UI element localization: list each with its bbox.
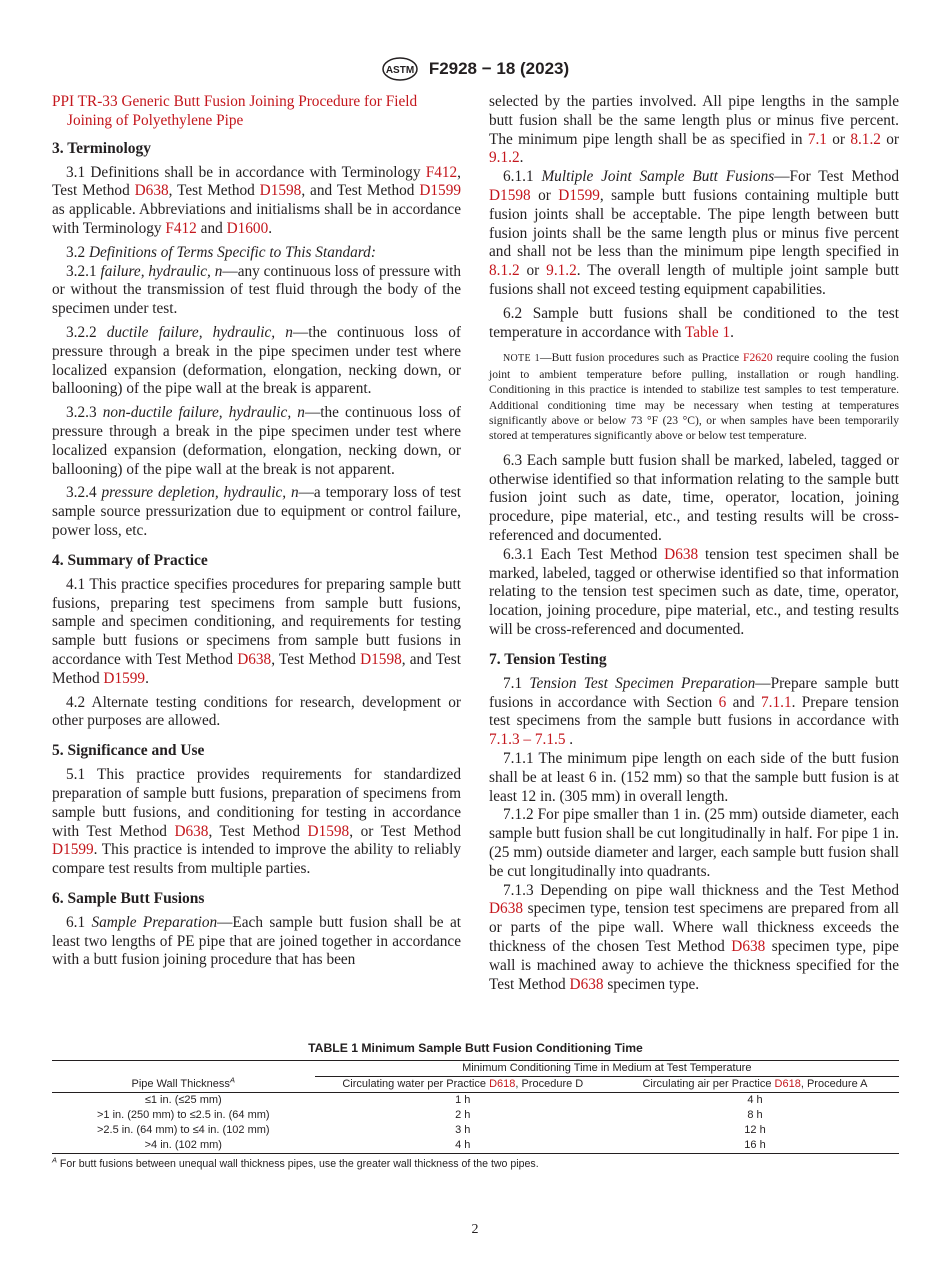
water-time-cell: 2 h <box>455 1109 471 1121</box>
link-7-1[interactable]: 7.1 <box>807 130 827 148</box>
air-time-cell: 8 h <box>747 1109 763 1121</box>
air-time-cell: 16 h <box>744 1139 766 1151</box>
section-4-heading: 4. Summary of Practice <box>52 551 208 569</box>
link-d1598[interactable]: D1598 <box>489 186 531 204</box>
water-time-cell: 1 h <box>455 1094 471 1106</box>
link-d638[interactable]: D638 <box>134 182 169 200</box>
paragraph-6-3-1: 6.3.1 Each Test Method D638 tension test specimen shall be marked, labeled, tagged or otherwise identified so that information relating to the tension test specimen such as date, time, operator, location, joining procedure, pipe material, etc., and testing results will be cross-referenced and documented. <box>489 545 899 638</box>
section-6-heading: 6. Sample Butt Fusions <box>52 889 205 907</box>
paragraph-3-1: 3.1 Definitions shall be in accordance with Terminology F412, Test Method D638, Test Method D1598, and Test Method D1599 as applicable. Abbreviations and initialisms shall be in accordance with Terminology F412 and D1600. <box>52 163 461 237</box>
link-7-1-1[interactable]: 7.1.1 <box>761 693 792 711</box>
paragraph-4-1: 4.1 This practice specifies procedures for preparing sample butt fusions, preparing test specimens from sample butt fusions, sample and specimen conditioning, and requirements for testing sample butt fusions or specimens from sample butt fusions in accordance with Test Method D638, Test Method D1598, and Test Method D1599. <box>52 575 461 687</box>
link-d1599[interactable]: D1599 <box>103 669 146 687</box>
table-1-caption: TABLE 1 Minimum Sample Butt Fusion Conditioning Time <box>308 1041 643 1055</box>
air-time-cell: 4 h <box>747 1094 763 1106</box>
table-1-block <box>52 1041 899 1170</box>
circulating-water-header: Circulating water per Practice D618, Procedure D <box>342 1078 584 1090</box>
left-column <box>52 93 461 970</box>
link-d1598[interactable]: D1598 <box>307 822 350 840</box>
paragraph-3-2-1: 3.2.1 failure, hydraulic, n—any continuous loss of pressure with or without the transmission of test fluid through the body of the specimen under test. <box>52 262 462 318</box>
link-8-1-2[interactable]: 8.1.2 <box>489 262 520 280</box>
link-f412[interactable]: F412 <box>165 219 197 237</box>
paragraph-6-1-continued: selected by the parties involved. All pipe lengths in the sample butt fusion shall be the same length plus or minus five percent. The minimum pipe length shall be as specified in 7.1 or 8.1.2 or 9.1.2. <box>489 93 899 167</box>
paragraph-6-3: 6.3 Each sample butt fusion shall be marked, labeled, tagged or otherwise identified so that information relating to the sample butt fusion joint such as date, time, operator, location, joining procedure, pipe material, etc., and testing results will be cross-referenced and documented. <box>489 451 899 544</box>
thickness-cell: >1 in. (250 mm) to ≤2.5 in. (64 mm) <box>96 1109 270 1121</box>
page-number: 2 <box>471 1222 479 1237</box>
link-d638[interactable]: D638 <box>664 545 699 563</box>
note-1: NOTE 1—Butt fusion procedures such as Practice F2620 require cooling the fusion joint to ambient temperature before pulling, installation or rough handling. Conditioning in this practice is intended to stabilize test samples to test temperature. Additional conditioning time may be necessary when testing at temperatures significantly above or below 73 °F (23 °C), or when samples have been temporarily stored at temperatures significantly above or below test temperature. <box>489 351 899 443</box>
paragraph-4-2: 4.2 Alternate testing conditions for research, development or other purposes are allowed. <box>52 693 461 730</box>
paragraph-7-1-3: 7.1.3 Depending on pipe wall thickness and the Test Method D638 specimen type, tension test specimens are prepared from all or parts of the pipe wall. Where wall thickness exceeds the thickness of the chosen Test Method D638 specimen type, pipe wall is machined away to achieve the thickness specified for the Test Method D638 specimen type. <box>489 881 899 993</box>
circulating-air-header: Circulating air per Practice D618, Procedure A <box>642 1078 868 1090</box>
page-header <box>0 56 950 82</box>
table-footnote: $^A$ For butt fusions between unequal wall thickness pipes, use the greater wall thickness of the two pipes. <box>52 1155 539 1170</box>
table-row <box>52 1123 899 1138</box>
link-d638[interactable]: D638 <box>569 975 604 993</box>
link-d618[interactable]: D618 <box>489 1078 516 1090</box>
link-f2620[interactable]: F2620 <box>743 351 773 365</box>
section-7-heading: 7. Tension Testing <box>489 650 607 668</box>
link-d638[interactable]: D638 <box>489 900 523 918</box>
right-column <box>489 93 899 994</box>
link-d638[interactable]: D638 <box>237 650 272 668</box>
link-f412[interactable]: F412 <box>425 163 458 181</box>
paragraph-7-1-1: 7.1.1 The minimum pipe length on each side of the butt fusion shall be at least 6 in. (152 mm) so that the sample butt fusion is at least 12 in. (305 mm) in overall length. <box>489 749 899 805</box>
link-d1599[interactable]: D1599 <box>558 186 600 204</box>
paragraph-7-1-2: 7.1.2 For pipe smaller than 1 in. (25 mm) outside diameter, each sample butt fusion shall be cut longitudinally in half. For pipe 1 in. (25 mm) outside diameter and larger, each sample butt fusion shall be cut longitudinally into quadrants. <box>489 806 899 880</box>
link-7-1-3-to-7-1-5[interactable]: 7.1.3 – 7.1.5 <box>489 731 566 749</box>
empty-header-cell <box>52 1061 315 1077</box>
ref-code-link[interactable]: PPI TR-33 <box>52 93 118 110</box>
link-d638[interactable]: D638 <box>731 937 766 955</box>
thickness-cell: ≤1 in. (≤25 mm) <box>144 1094 222 1106</box>
table-row <box>52 1138 899 1154</box>
link-9-1-2[interactable]: 9.1.2 <box>546 262 577 280</box>
link-d1599[interactable]: D1599 <box>52 841 94 859</box>
table-row <box>52 1108 899 1123</box>
link-section-6[interactable]: 6 <box>718 693 727 711</box>
paragraph-6-1-1: 6.1.1 Multiple Joint Sample Butt Fusions—For Test Method D1598 or D1599, sample butt fusions containing multiple butt fusion joints shall be acceptable. The pipe length between butt fusion joints shall be the same length plus or minus five percent and shall not be less than the minimum pipe length specified in 8.1.2 or 9.1.2. The overall length of multiple joint sample butt fusions shall not exceed testing equipment capabilities. <box>489 168 899 298</box>
section-3-heading: 3. Terminology <box>52 139 152 157</box>
thickness-cell: >2.5 in. (64 mm) to ≤4 in. (102 mm) <box>96 1124 270 1136</box>
reference-ppi-tr33 <box>52 93 461 131</box>
link-8-1-2[interactable]: 8.1.2 <box>850 130 881 148</box>
paragraph-3-2-2: 3.2.2 ductile failure, hydraulic, n—the continuous loss of pressure through a break in the pipe specimen under test where localized expansion (deformation, elongation, necking down, or ballooning) of the pipe wall at the break is apparent. <box>52 323 461 398</box>
link-d1598[interactable]: D1598 <box>360 650 402 668</box>
paragraph-7-1: 7.1 Tension Test Specimen Preparation—Prepare sample butt fusions in accordance with Section 6 and 7.1.1. Prepare tension test specimens from the sample butt fusions in accordance with 7.1.3 – 7.1.5 . <box>489 674 899 749</box>
water-time-cell: 3 h <box>455 1124 471 1136</box>
link-table-1[interactable]: Table 1 <box>684 323 731 341</box>
ref-title-link[interactable]: Generic Butt Fusion Joining Procedure for Field Joining of Polyethylene Pipe <box>67 93 418 129</box>
link-d1600[interactable]: D1600 <box>226 219 269 237</box>
link-d1598[interactable]: D1598 <box>259 182 302 200</box>
link-d1599[interactable]: D1599 <box>419 182 461 200</box>
note-label: NOTE 1 <box>503 353 540 365</box>
paragraph-3-2: 3.2 Definitions of Terms Specific to This Standard: <box>66 243 376 261</box>
water-time-cell: 4 h <box>455 1139 471 1151</box>
paragraph-3-2-3: 3.2.3 non-ductile failure, hydraulic, n—the continuous loss of pressure through a break in the pipe specimen under test where localized expansion (deformation, elongation, necking down, or ballooning) of the pipe wall at the break is not apparent. <box>52 404 461 478</box>
paragraph-5-1: 5.1 This practice provides requirements for standardized preparation of sample butt fusions, preparation of specimens from sample butt fusions, and conditioning for testing in accordance with Test Method D638, Test Method D1598, or Test Method D1599. This practice is intended to improve the ability to reliably compare test results from multiple parties. <box>52 766 462 878</box>
paragraph-6-1: 6.1 Sample Preparation—Each sample butt fusion shall be at least two lengths of PE pipe that are joined together in accordance with a butt fusion joining procedure that has been <box>52 913 461 969</box>
section-5-heading: 5. Significance and Use <box>52 742 205 760</box>
group-header: Minimum Conditioning Time in Medium at Test Temperature <box>315 1061 899 1077</box>
link-d618[interactable]: D618 <box>774 1078 801 1090</box>
thickness-cell: >4 in. (102 mm) <box>144 1139 222 1151</box>
table-row <box>52 1093 899 1109</box>
conditioning-time-table <box>52 1060 899 1154</box>
pipe-wall-thickness-header: Pipe Wall Thickness$^A$ <box>131 1075 236 1090</box>
paragraph-3-2-4: 3.2.4 pressure depletion, hydraulic, n—a temporary loss of test sample source pressurization due to equipment or control failure, power loss, etc. <box>52 484 461 539</box>
link-9-1-2[interactable]: 9.1.2 <box>489 149 520 167</box>
link-d638[interactable]: D638 <box>174 822 209 840</box>
astm-logo-icon <box>381 56 419 82</box>
logo-text: ASTM <box>385 65 414 76</box>
air-time-cell: 12 h <box>744 1124 766 1136</box>
paragraph-6-2: 6.2 Sample butt fusions shall be conditioned to the test temperature in accordance with Table 1. <box>489 304 899 341</box>
standard-designation: F2928 − 18 (2023) <box>428 59 570 78</box>
